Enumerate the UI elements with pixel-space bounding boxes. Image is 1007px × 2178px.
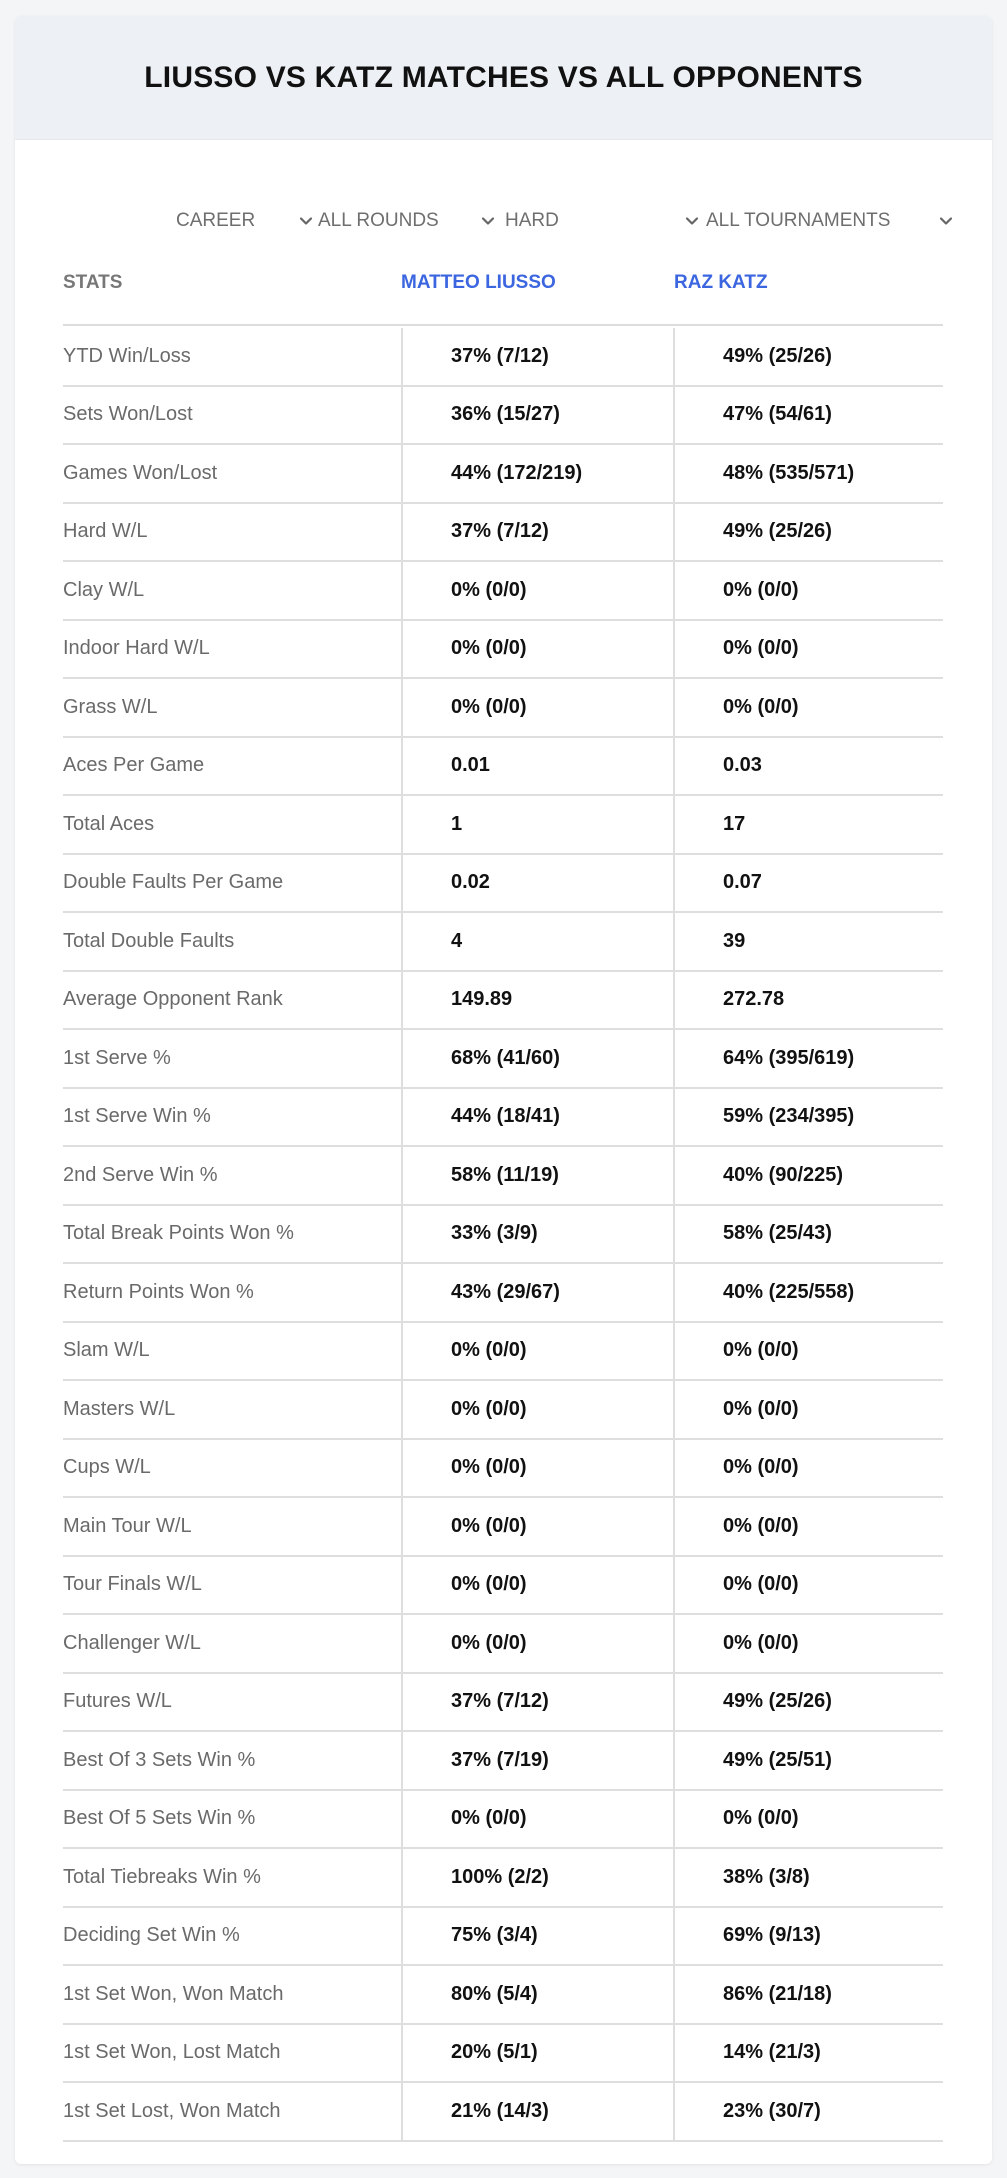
table-row	[63, 1966, 943, 2025]
stats-table-body	[63, 328, 943, 2142]
stat-label: Masters W/L	[63, 1397, 176, 1420]
player2-value: 0% (0/0)	[673, 1381, 943, 1438]
player2-value: 0.07	[673, 855, 943, 912]
table-row	[63, 1557, 943, 1616]
player1-value: 149.89	[401, 972, 671, 1029]
player2-value: 17	[673, 796, 943, 853]
table-row	[63, 1791, 943, 1850]
player2-value: 0% (0/0)	[673, 1440, 943, 1497]
player2-value: 58% (25/43)	[673, 1206, 943, 1263]
player2-value: 0% (0/0)	[673, 1615, 943, 1672]
player2-value: 0.03	[673, 738, 943, 795]
chevron-down-icon	[298, 213, 314, 229]
player1-value: 0% (0/0)	[401, 562, 671, 619]
player2-value: 14% (21/3)	[673, 2025, 943, 2082]
table-row	[63, 1615, 943, 1674]
table-row	[63, 1323, 943, 1382]
player1-value: 100% (2/2)	[401, 1849, 671, 1906]
player2-value: 40% (90/225)	[673, 1147, 943, 1204]
player1-value: 68% (41/60)	[401, 1030, 671, 1087]
player2-value: 59% (234/395)	[673, 1089, 943, 1146]
card-header	[15, 16, 992, 140]
rounds-select-label: ALL ROUNDS	[318, 210, 439, 231]
player2-value: 69% (9/13)	[673, 1908, 943, 1965]
player1-link[interactable]: MATTEO LIUSSO	[401, 272, 556, 293]
table-row	[63, 328, 943, 387]
player1-value: 44% (172/219)	[401, 445, 671, 502]
player2-value: 272.78	[673, 972, 943, 1029]
player1-value: 0% (0/0)	[401, 1791, 671, 1848]
player1-value: 43% (29/67)	[401, 1264, 671, 1321]
tournaments-select[interactable]	[706, 206, 954, 236]
player2-value: 49% (25/26)	[673, 504, 943, 561]
table-row	[63, 1089, 943, 1148]
player2-value: 64% (395/619)	[673, 1030, 943, 1087]
player1-value: 37% (7/12)	[401, 1674, 671, 1731]
stat-label: Sets Won/Lost	[63, 403, 193, 426]
table-row	[63, 855, 943, 914]
stat-label: Grass W/L	[63, 695, 158, 718]
stat-label: Tour Finals W/L	[63, 1573, 202, 1596]
stat-label: Double Faults Per Game	[63, 871, 284, 894]
stats-column-header: STATS	[63, 272, 123, 293]
stat-label: Total Tiebreaks Win %	[63, 1865, 261, 1888]
table-row	[63, 796, 943, 855]
stat-label: Main Tour W/L	[63, 1514, 192, 1537]
stat-label: 2nd Serve Win %	[63, 1163, 218, 1186]
player1-value: 0% (0/0)	[401, 1323, 671, 1380]
stat-label: Best Of 5 Sets Win %	[63, 1807, 256, 1830]
player2-value: 0% (0/0)	[673, 1557, 943, 1614]
period-select[interactable]	[176, 206, 314, 236]
player2-value: 39	[673, 913, 943, 970]
table-row	[63, 2083, 943, 2142]
stat-label: 1st Set Won, Won Match	[63, 1982, 284, 2005]
stat-label: Indoor Hard W/L	[63, 637, 210, 660]
stat-label: Total Aces	[63, 812, 155, 835]
chevron-down-icon	[480, 213, 496, 229]
player1-value: 75% (3/4)	[401, 1908, 671, 1965]
chevron-down-icon	[684, 213, 700, 229]
player1-value: 44% (18/41)	[401, 1089, 671, 1146]
player1-value: 0% (0/0)	[401, 1615, 671, 1672]
table-row	[63, 738, 943, 797]
table-row	[63, 562, 943, 621]
player1-value: 0% (0/0)	[401, 679, 671, 736]
player1-value: 0% (0/0)	[401, 1498, 671, 1555]
player2-value: 0% (0/0)	[673, 1498, 943, 1555]
period-select-label: CAREER	[176, 210, 256, 231]
player2-value: 48% (535/571)	[673, 445, 943, 502]
player2-value: 38% (3/8)	[673, 1849, 943, 1906]
player2-value: 0% (0/0)	[673, 1323, 943, 1380]
player1-value: 37% (7/12)	[401, 504, 671, 561]
stat-label: Total Break Points Won %	[63, 1222, 294, 1245]
stat-label: 1st Set Lost, Won Match	[63, 2099, 281, 2122]
stat-label: Hard W/L	[63, 520, 148, 543]
player1-value: 1	[401, 796, 671, 853]
player1-value: 20% (5/1)	[401, 2025, 671, 2082]
stat-label: Average Opponent Rank	[63, 988, 283, 1011]
player2-value: 0% (0/0)	[673, 621, 943, 678]
stat-label: Clay W/L	[63, 578, 145, 601]
stat-label: Challenger W/L	[63, 1631, 201, 1654]
table-row	[63, 913, 943, 972]
table-row	[63, 445, 943, 504]
table-row	[63, 1498, 943, 1557]
table-row	[63, 1908, 943, 1967]
table-row	[63, 2025, 943, 2084]
table-row	[63, 504, 943, 563]
surface-select[interactable]	[505, 206, 700, 236]
table-header	[63, 252, 943, 326]
table-row	[63, 1206, 943, 1265]
table-row	[63, 679, 943, 738]
table-row	[63, 972, 943, 1031]
stat-label: Deciding Set Win %	[63, 1924, 240, 1947]
stat-label: Slam W/L	[63, 1339, 150, 1362]
player1-value: 80% (5/4)	[401, 1966, 671, 2023]
filter-bar	[15, 190, 992, 250]
player1-value: 0.02	[401, 855, 671, 912]
table-row	[63, 1030, 943, 1089]
stat-label: Cups W/L	[63, 1456, 151, 1479]
player2-link[interactable]: RAZ KATZ	[674, 272, 768, 293]
player1-value: 37% (7/19)	[401, 1732, 671, 1789]
surface-select-label: HARD	[505, 210, 559, 231]
player1-value: 0.01	[401, 738, 671, 795]
table-row	[63, 1381, 943, 1440]
stat-label: Return Points Won %	[63, 1280, 254, 1303]
stat-label: Total Double Faults	[63, 929, 235, 952]
table-row	[63, 1674, 943, 1733]
player1-value: 0% (0/0)	[401, 1440, 671, 1497]
player1-value: 0% (0/0)	[401, 1557, 671, 1614]
page-title: LIUSSO VS KATZ MATCHES VS ALL OPPONENTS	[144, 60, 863, 94]
table-row	[63, 1732, 943, 1791]
table-row	[63, 1440, 943, 1499]
stat-label: Futures W/L	[63, 1690, 172, 1713]
table-row	[63, 1264, 943, 1323]
player1-value: 33% (3/9)	[401, 1206, 671, 1263]
stat-label: Best Of 3 Sets Win %	[63, 1748, 256, 1771]
player2-value: 0% (0/0)	[673, 562, 943, 619]
table-row	[63, 621, 943, 680]
player2-value: 23% (30/7)	[673, 2083, 943, 2140]
rounds-select[interactable]	[318, 206, 496, 236]
player2-value: 47% (54/61)	[673, 387, 943, 444]
player2-value: 49% (25/26)	[673, 328, 943, 385]
player2-value: 0% (0/0)	[673, 1791, 943, 1848]
stat-label: 1st Serve Win %	[63, 1105, 211, 1128]
player2-value: 0% (0/0)	[673, 679, 943, 736]
stat-label: YTD Win/Loss	[63, 344, 191, 367]
stat-label: Aces Per Game	[63, 754, 205, 777]
player1-value: 0% (0/0)	[401, 621, 671, 678]
player1-value: 4	[401, 913, 671, 970]
stat-label: Games Won/Lost	[63, 461, 218, 484]
tournaments-select-label: ALL TOURNAMENTS	[706, 210, 891, 231]
player2-value: 40% (225/558)	[673, 1264, 943, 1321]
table-row	[63, 387, 943, 446]
chevron-down-icon	[938, 213, 954, 229]
player2-value: 86% (21/18)	[673, 1966, 943, 2023]
table-row	[63, 1849, 943, 1908]
stats-card	[15, 16, 992, 2164]
table-row	[63, 1147, 943, 1206]
player2-value: 49% (25/51)	[673, 1732, 943, 1789]
player1-value: 0% (0/0)	[401, 1381, 671, 1438]
player1-value: 21% (14/3)	[401, 2083, 671, 2140]
stat-label: 1st Serve %	[63, 1046, 171, 1069]
player2-value: 49% (25/26)	[673, 1674, 943, 1731]
stat-label: 1st Set Won, Lost Match	[63, 2041, 281, 2064]
player1-value: 58% (11/19)	[401, 1147, 671, 1204]
player1-value: 36% (15/27)	[401, 387, 671, 444]
player1-value: 37% (7/12)	[401, 328, 671, 385]
